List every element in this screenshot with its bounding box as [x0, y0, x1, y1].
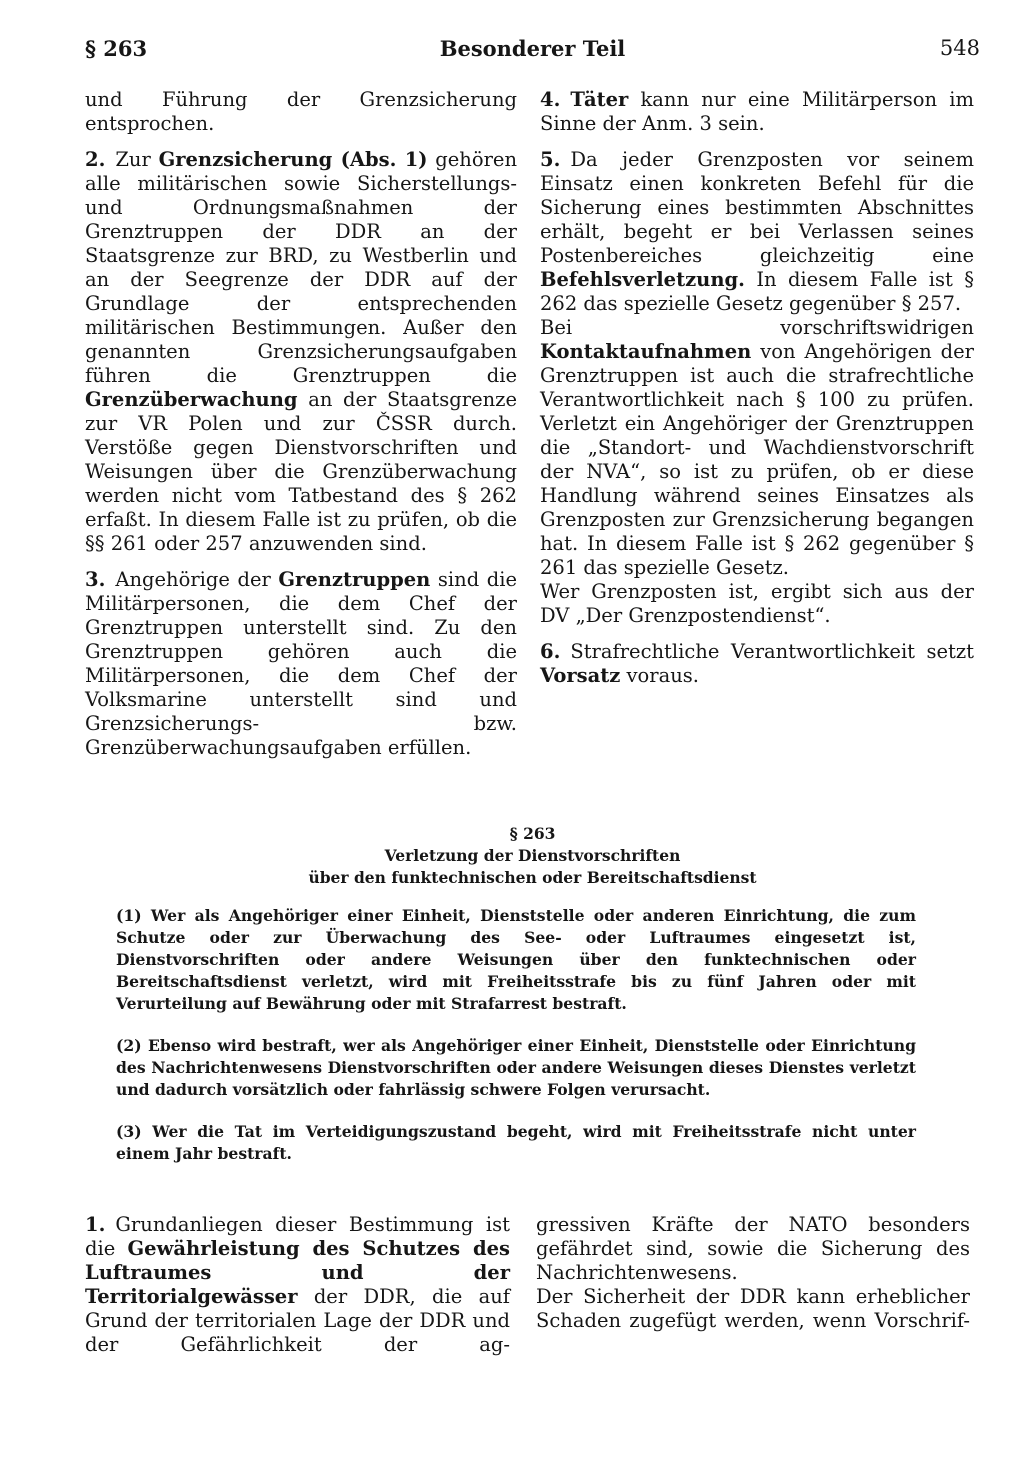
commentary-paragraph-2: 2. Zur Grenzsicherung (Abs. 1) gehören alle militärischen sowie Sicherstellungs- und Ordnungsmaßnahmen der Grenztruppen der DDR an der Staatsgrenze zur BRD, zu Westberlin und an der Seegrenze der DDR auf der Grundlage der entsprechenden militärischen Bestimmungen. Außer den genannten Grenzsicherungsaufgaben führen die Grenztruppen die Grenzüberwachung an der Staatsgrenze zur VR Polen und zur ČSSR durch. Verstöße gegen Dienstvorschriften und Weisungen über die Grenzüberwachung werden nicht vom Tatbestand des § 262 erfaßt. In diesem Falle ist zu prüfen, ob die §§ 261 oder 257 anzuwenden sind.: [85, 148, 518, 555]
paragraph-number: 2.: [85, 148, 106, 171]
commentary-column-right: [540, 88, 974, 688]
commentary-lower-paragraph-2: Der Sicherheit der DDR kann erheblicher Schaden zugefügt werden, wenn Vorschrif-: [536, 1285, 970, 1332]
emphasis: Befehlsverletzung.: [540, 268, 745, 291]
commentary-lower-column-right: [536, 1213, 970, 1333]
paragraph-number: 1.: [85, 1213, 106, 1236]
section-title-line-1: Verletzung der Dienstvorschriften: [384, 846, 681, 865]
commentary-paragraph-4: 4. Täter kann nur eine Militärperson im Sinne der Anm. 3 sein.: [540, 88, 974, 135]
emphasis: Täter: [570, 88, 629, 111]
commentary-paragraph-3: 3. Angehörige der Grenztruppen sind die Militärpersonen, die dem Chef der Grenztruppen unterstellt sind. Zu den Grenztruppen gehören auch die Militärpersonen, die dem Chef der Volksmarine unterstellt sind und Grenzsicherungs- bzw. Grenzüberwachungsaufgaben erfüllen.: [85, 568, 518, 759]
paragraph-number: 3.: [85, 568, 106, 591]
commentary-paragraph-1-end: und Führung der Grenzsicherung entsprochen.: [85, 88, 517, 135]
commentary-column-left: [85, 88, 517, 760]
header-section-number: § 263: [85, 36, 148, 61]
page-number: 548: [939, 36, 980, 60]
emphasis: Kontaktaufnahmen: [540, 340, 752, 363]
paragraph-number: 5.: [540, 148, 561, 171]
emphasis: Grenztruppen: [278, 568, 431, 591]
statute-paragraph-3: (3) Wer die Tat im Verteidigungszustand begeht, wird mit Freiheitsstrafe nicht unter einem Jahr bestraft.: [116, 1122, 916, 1163]
commentary-lower-paragraph-1: 1. Grundanliegen dieser Bestimmung ist die Gewährleistung des Schutzes des Luftraumes und der Territorialgewässer der DDR, die auf Grund der territorialen Lage der DDR und der Gefährlichkeit der ag-: [85, 1213, 511, 1356]
emphasis: Vorsatz: [540, 664, 621, 687]
paragraph-number: 4.: [540, 88, 561, 111]
header-title: Besonderer Teil: [439, 36, 626, 61]
commentary-lower-paragraph-1-cont: gressiven Kräfte der NATO besonders gefährdet sind, sowie die Sicherung des Nachrichtenwesens.: [536, 1213, 970, 1284]
statute-paragraph-2: (2) Ebenso wird bestraft, wer als Angehöriger einer Einheit, Dienststelle oder Einrichtung des Nachrichtenwesens Dienstvorschriften oder andere Weisungen dieses Dienstes verletzt und dadurch vorsätzlich oder fahrlässig schwere Folgen verursacht.: [116, 1036, 916, 1099]
section-title-line-2: über den funktechnischen oder Bereitschaftsdienst: [308, 868, 757, 887]
commentary-paragraph-5-reference: Wer Grenzposten ist, ergibt sich aus der DV „Der Grenzpostendienst“.: [540, 580, 974, 627]
running-header: [85, 36, 980, 70]
section-heading: [85, 823, 980, 889]
emphasis: Grenzsicherung (Abs. 1): [158, 148, 428, 171]
commentary-paragraph-6: 6. Strafrechtliche Verantwortlichkeit setzt Vorsatz voraus.: [540, 640, 974, 687]
commentary-paragraph-5-contact: Bei vorschriftswidrigen Kontaktaufnahmen von Angehörigen der Grenztruppen ist auch die strafrechtliche Verantwortlichkeit nach § 100 zu prüfen. Verletzt ein Angehöriger der Grenztruppen die „Standort- und Wachdienstvorschrift der NVA“, so ist zu prüfen, ob er diese Handlung während seines Einsatzes als Grenzposten zur Grenzsicherung begangen hat. In diesem Falle ist § 262 gegenüber § 261 das spezielle Gesetz.: [540, 316, 974, 579]
section-number: § 263: [509, 824, 556, 843]
statute-paragraph-1: (1) Wer als Angehöriger einer Einheit, Dienststelle oder anderen Einrichtung, die zum Schutze oder zur Überwachung des See- oder Luftraumes eingesetzt ist, Dienstvorschriften oder andere Weisungen über den funktechnischen oder Bereitschaftsdienst verletzt, wird mit Freiheitsstrafe bis zu fünf Jahren oder mit Verurteilung auf Bewährung oder mit Strafarrest bestraft.: [116, 906, 916, 1013]
commentary-paragraph-5: 5. Da jeder Grenzposten vor seinem Einsatz einen konkreten Befehl für die Sicherung eines bestimmten Abschnittes erhält, begeht er bei Verlassen seines Postenbereiches gleichzeitig eine Befehlsverletzung. In diesem Falle ist § 262 das spezielle Gesetz gegenüber § 257.: [540, 148, 975, 315]
paragraph-number: 6.: [540, 640, 561, 663]
emphasis: Gewährleistung des Schutzes des Luftraumes und der Territorialgewässer: [85, 1237, 511, 1308]
emphasis: Grenzüberwachung: [85, 388, 298, 411]
statute-text: [116, 905, 916, 1165]
commentary-lower-column-left: [85, 1213, 510, 1357]
